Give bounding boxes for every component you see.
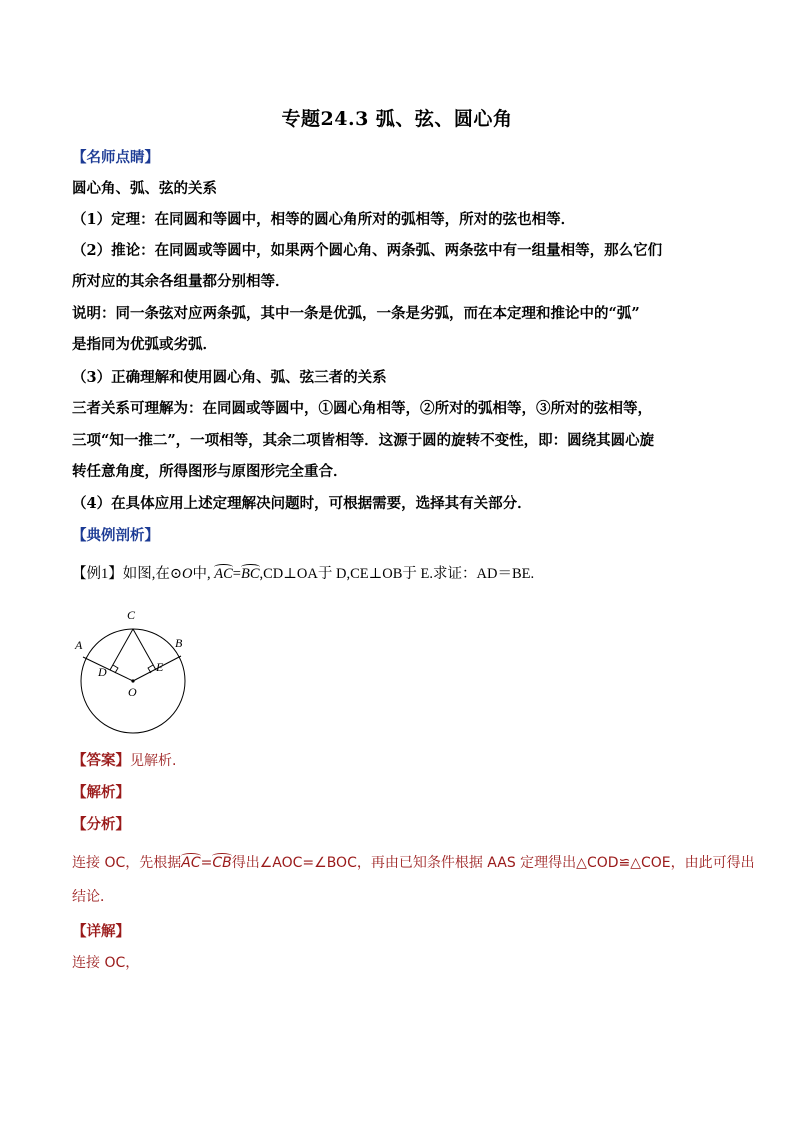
page-title: 专题24.3 弧、弦、圆心角 <box>281 108 513 130</box>
fenxi-line1a: 连接 OC，先根据 <box>72 855 182 871</box>
notes-heading: 圆心角、弧、弦的关系 <box>72 180 217 197</box>
fenxi-tag: 【分析】 <box>72 816 130 833</box>
label-c: C <box>127 608 136 622</box>
detail-tag: 【详解】 <box>72 923 130 940</box>
notes-p3a: 说明：同一条弦对应两条弧，其中一条是优弧，一条是劣弧，而在本定理和推论中的“弧” <box>72 305 640 322</box>
arc-ac: AC <box>214 566 233 582</box>
example1-o: O <box>182 566 193 582</box>
example1-tag: 【例1】 <box>72 566 123 582</box>
segment-ce <box>133 629 156 670</box>
notes-p1: （1）定理：在同圆和等圆中，相等的圆心角所对的弧相等，所对的弦也相等． <box>72 211 576 228</box>
example1-text1: 如图,在⊙ <box>122 566 183 582</box>
notes-p2a: （2）推论：在同圆或等圆中，如果两个圆心角、两条弧、两条弦中有一组量相等，那么它们 <box>72 242 663 259</box>
notes-p2b: 所对应的其余各组量都分别相等． <box>72 273 290 290</box>
example1-text2: 中, <box>192 566 211 582</box>
notes-p6: （4）在具体应用上述定理解决问题时，可根据需要，选择其有关部分． <box>72 495 532 512</box>
fenxi-line2: 结论． <box>72 889 114 905</box>
answer-tag: 【答案】 <box>72 752 130 769</box>
answer-text: 见解析. <box>130 753 177 769</box>
label-e: E <box>156 660 164 674</box>
notes-p5c: 转任意角度，所得图形与原图形完全重合． <box>72 463 348 480</box>
answer-line <box>72 749 176 770</box>
notes-p5b: 三项“知一推二”，一项相等，其余二项皆相等．这源于圆的旋转不变性，即：圆绕其圆心旋 <box>72 432 655 449</box>
radius-oa <box>83 657 133 681</box>
example1-text3: ,CD⊥OA于 D,CE⊥OB于 E.求证：AD＝BE. <box>259 566 535 582</box>
label-o: O <box>128 685 137 699</box>
label-d: D <box>98 665 107 679</box>
fenxi-eq: = <box>200 855 213 871</box>
analysis-tag: 【解析】 <box>72 784 130 801</box>
circle-figure <box>70 604 200 734</box>
fenxi-line1 <box>72 852 755 872</box>
arc-bc: BC <box>240 566 260 582</box>
notes-p3b: 是指同为优弧或劣弧． <box>72 336 217 353</box>
fenxi-arc-ac: AC <box>181 855 201 871</box>
label-a: A <box>75 638 83 652</box>
segment-cd <box>110 629 133 670</box>
example1-eq: = <box>232 566 241 582</box>
section-teacher-notes: 【名师点睛】 <box>72 149 159 166</box>
notes-p4: （3）正确理解和使用圆心角、弧、弦三者的关系 <box>72 369 387 386</box>
detail-line1: 连接 OC， <box>72 955 140 971</box>
fenxi-arc-cb: CB <box>212 855 232 871</box>
notes-p5a: 三者关系可理解为：在同圆或等圆中，①圆心角相等，②所对的弧相等，③所对的弦相等， <box>72 400 652 417</box>
fenxi-line1b: 得出∠AOC=∠BOC，再由已知条件根据 AAS 定理得出△COD≌△COE，由此可得出 <box>231 855 755 871</box>
center-point <box>131 679 134 682</box>
example1-statement <box>72 562 534 583</box>
right-angle-e <box>148 665 153 673</box>
section-examples: 【典例剖析】 <box>72 527 159 544</box>
label-b: B <box>175 636 183 650</box>
